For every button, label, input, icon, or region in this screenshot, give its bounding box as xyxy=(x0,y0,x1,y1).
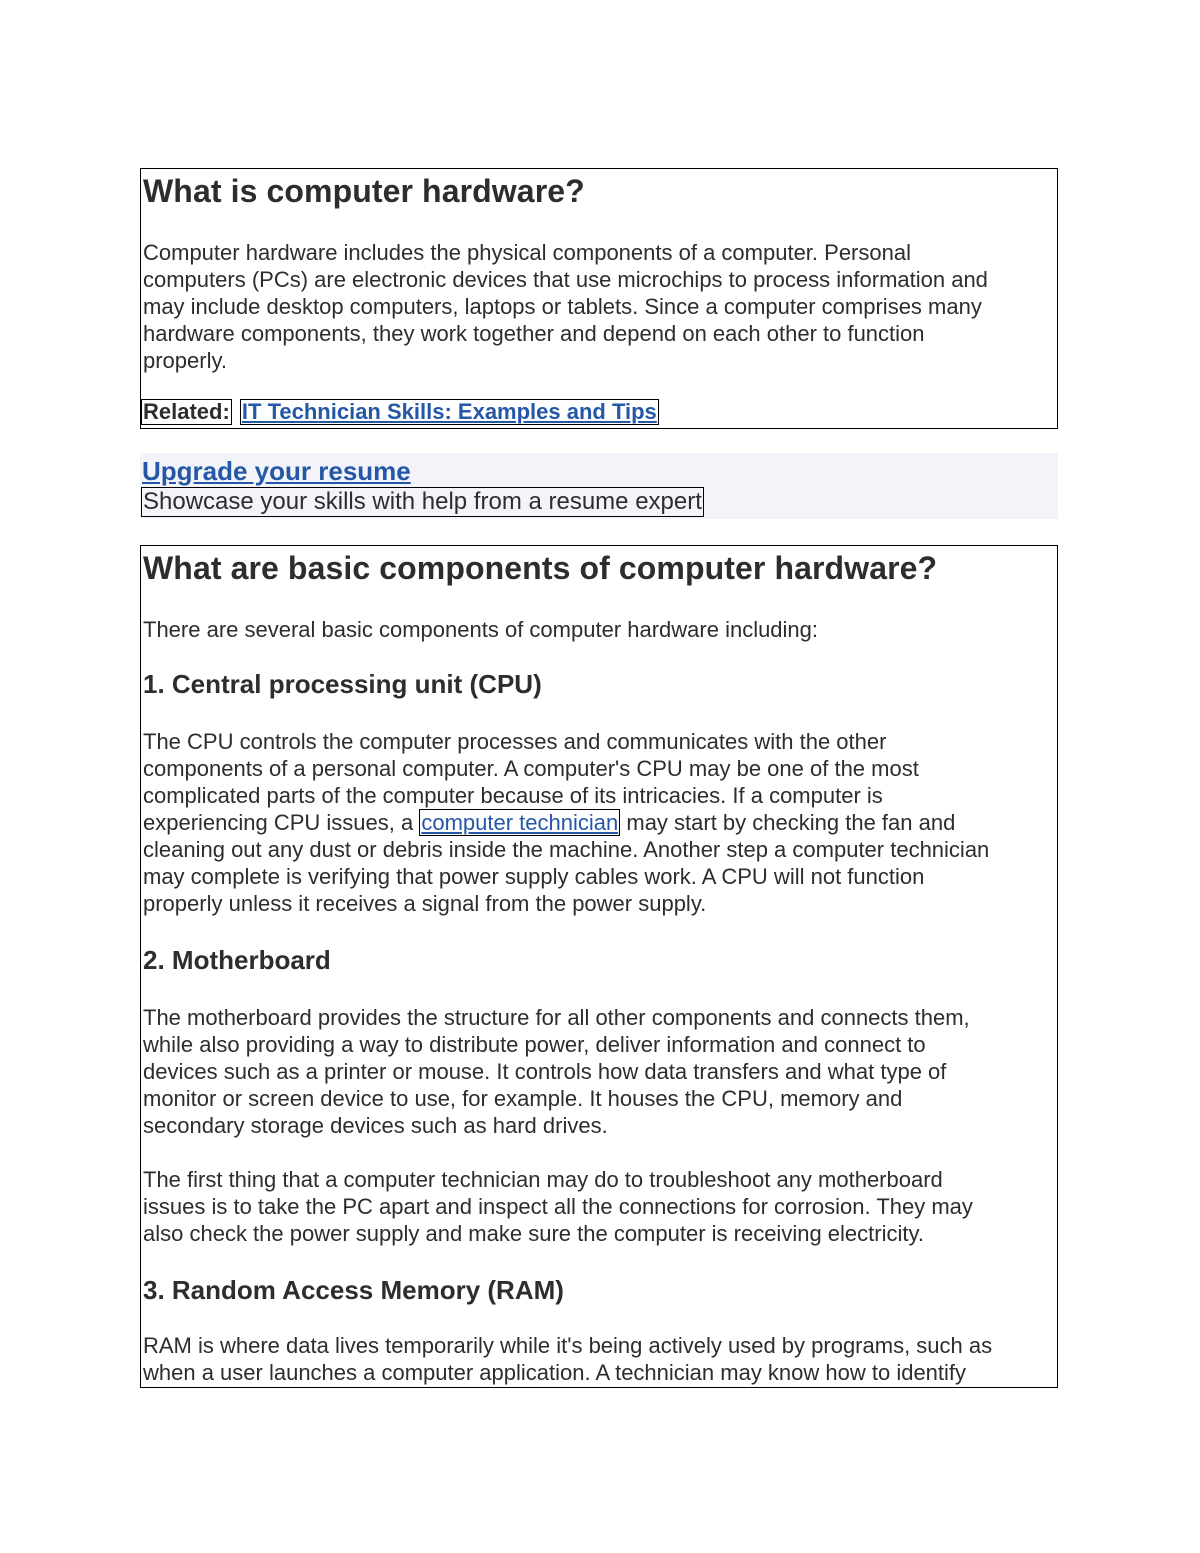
paragraph-line: devices such as a printer or mouse. It controls how data transfers and what type of xyxy=(143,1059,947,1084)
motherboard-paragraph-2 xyxy=(143,1166,1053,1247)
paragraph-line: cleaning out any dust or debris inside the machine. Another step a computer technician xyxy=(143,837,990,862)
related-article-link[interactable]: IT Technician Skills: Examples and Tips xyxy=(241,399,657,424)
paragraph-line: complicated parts of the computer because of its intricacies. If a computer is xyxy=(143,783,883,808)
section-heading: What is computer hardware? xyxy=(143,173,585,209)
paragraph-line xyxy=(143,809,1053,836)
paragraph-line: while also providing a way to distribute power, deliver information and connect to xyxy=(143,1032,926,1057)
motherboard-heading: 2. Motherboard xyxy=(143,945,331,975)
ram-paragraph xyxy=(143,1332,1053,1386)
related-row xyxy=(141,399,659,425)
paragraph-line: also check the power supply and make sure the computer is receiving electricity. xyxy=(143,1221,924,1246)
cpu-heading: 1. Central processing unit (CPU) xyxy=(143,669,542,699)
cpu-paragraph xyxy=(143,728,1053,917)
section-heading: What are basic components of computer hardware? xyxy=(143,550,938,586)
resume-promo-banner[interactable] xyxy=(140,453,1058,519)
article-section-hardware xyxy=(140,168,1058,429)
paragraph-line: monitor or screen device to use, for example. It houses the CPU, memory and xyxy=(143,1086,903,1111)
paragraph-line: issues is to take the PC apart and inspect all the connections for corrosion. They may xyxy=(143,1194,973,1219)
ram-heading: 3. Random Access Memory (RAM) xyxy=(143,1275,564,1305)
article-section-components xyxy=(140,545,1058,1388)
computer-technician-link[interactable]: computer technician xyxy=(421,810,619,835)
intro-paragraph xyxy=(143,239,1053,374)
paragraph-line: secondary storage devices such as hard drives. xyxy=(143,1113,608,1138)
paragraph-line: computers (PCs) are electronic devices that use microchips to process information and xyxy=(143,267,988,292)
upgrade-resume-link[interactable]: Upgrade your resume xyxy=(142,456,411,486)
paragraph-line: The CPU controls the computer processes and communicates with the other xyxy=(143,729,887,754)
motherboard-paragraph-1 xyxy=(143,1004,1053,1139)
paragraph-line: Computer hardware includes the physical components of a computer. Personal xyxy=(143,240,911,265)
promo-subtitle: Showcase your skills with help from a resume expert xyxy=(143,488,702,515)
paragraph-line: components of a personal computer. A computer's CPU may be one of the most xyxy=(143,756,919,781)
paragraph-line: hardware components, they work together and depend on each other to function xyxy=(143,321,925,346)
paragraph-line: RAM is where data lives temporarily while it's being actively used by programs, such as xyxy=(143,1333,993,1358)
paragraph-line: The first thing that a computer technician may do to troubleshoot any motherboard xyxy=(143,1167,943,1192)
paragraph-line: may complete is verifying that power supply cables work. A CPU will not function xyxy=(143,864,925,889)
paragraph-line: may include desktop computers, laptops or tablets. Since a computer comprises many xyxy=(143,294,982,319)
paragraph-line: properly. xyxy=(143,348,227,373)
intro-paragraph: There are several basic components of computer hardware including: xyxy=(143,617,819,642)
text-span: experiencing CPU issues, a xyxy=(143,810,420,835)
paragraph-line: when a user launches a computer application. A technician may know how to identify xyxy=(143,1360,967,1385)
paragraph-line: properly unless it receives a signal from the power supply. xyxy=(143,891,707,916)
related-label: Related: xyxy=(143,399,230,424)
paragraph-line: The motherboard provides the structure for all other components and connects them, xyxy=(143,1005,970,1030)
text-span: may start by checking the fan and xyxy=(620,810,956,835)
